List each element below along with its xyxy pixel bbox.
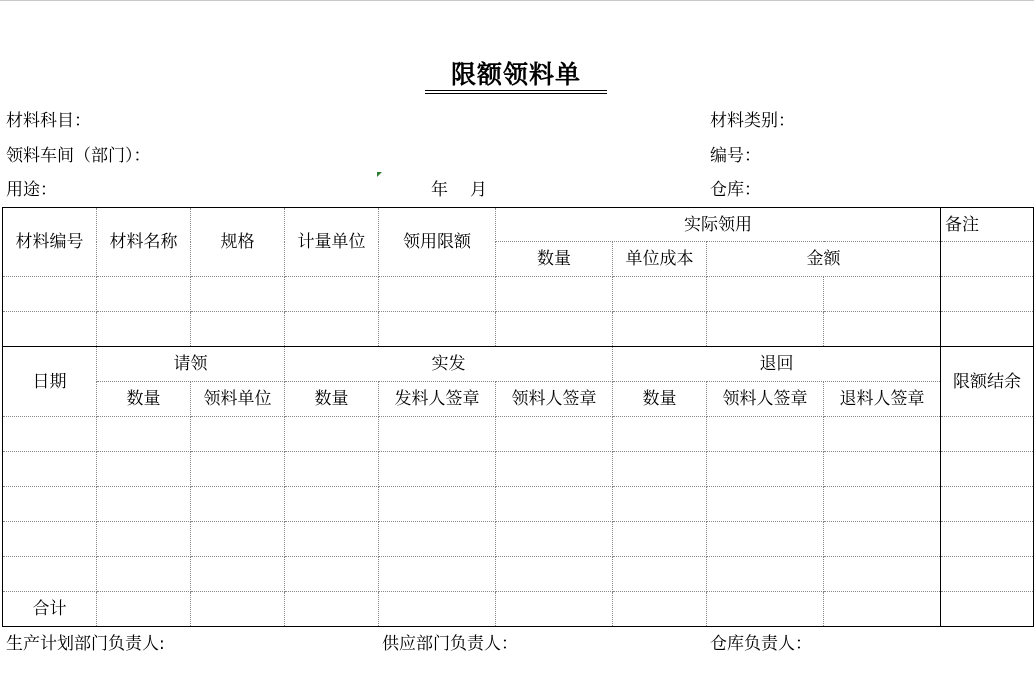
cell[interactable]	[613, 452, 707, 487]
header-issuer-sign: 发料人签章	[379, 382, 496, 417]
cell[interactable]	[97, 312, 191, 347]
total-row	[3, 592, 1034, 627]
cell[interactable]	[824, 277, 941, 312]
cell[interactable]	[613, 592, 707, 627]
cell[interactable]	[97, 592, 191, 627]
header-amount: 金额	[707, 242, 941, 277]
form-title: 限额领料单	[450, 60, 581, 89]
cell[interactable]	[707, 312, 824, 347]
cell[interactable]	[191, 522, 285, 557]
header-balance: 限额结余	[941, 347, 1034, 417]
cell[interactable]	[707, 592, 824, 627]
cell[interactable]	[97, 417, 191, 452]
cell[interactable]	[496, 452, 613, 487]
cell[interactable]	[379, 277, 496, 312]
year-label: 年	[431, 180, 448, 200]
header-returner-sign: 退料人签章	[824, 382, 941, 417]
workshop-label: 领料车间（部门）：	[6, 146, 151, 166]
cell[interactable]	[824, 487, 941, 522]
purpose-label: 用途：	[6, 180, 57, 200]
header-actual: 实际领用	[496, 208, 941, 242]
material-category-label: 材料类别：	[710, 111, 795, 131]
cell[interactable]	[707, 557, 824, 592]
planning-head-label: 生产计划部门负责人:	[6, 634, 165, 654]
requisition-table	[2, 207, 1034, 627]
header-issued: 实发	[285, 347, 613, 382]
header-request: 请领	[97, 347, 285, 382]
cell[interactable]	[379, 592, 496, 627]
header-material-name: 材料名称	[97, 208, 191, 277]
header-material-code: 材料编号	[3, 208, 97, 277]
cell[interactable]	[97, 452, 191, 487]
remark-cell[interactable]	[941, 242, 1034, 277]
header-date: 日期	[3, 347, 97, 417]
header-limit: 领用限额	[379, 208, 496, 277]
cell[interactable]	[191, 312, 285, 347]
cell[interactable]	[613, 312, 707, 347]
supply-head-label: 供应部门负责人：	[382, 634, 518, 654]
cell[interactable]	[613, 557, 707, 592]
header-requisition-unit: 领料单位	[191, 382, 285, 417]
cell[interactable]	[97, 522, 191, 557]
cell[interactable]	[941, 277, 1034, 312]
header-issued-qty: 数量	[285, 382, 379, 417]
header-unit-cost: 单位成本	[613, 242, 707, 277]
cell[interactable]	[496, 522, 613, 557]
material-subject-label: 材料科目：	[6, 111, 91, 131]
table-row	[3, 557, 1034, 592]
cell[interactable]	[941, 312, 1034, 347]
table-row	[3, 522, 1034, 557]
cell[interactable]	[496, 277, 613, 312]
cell[interactable]	[379, 522, 496, 557]
cell[interactable]	[3, 522, 97, 557]
total-label: 合计	[3, 592, 97, 627]
cell[interactable]	[285, 312, 379, 347]
cell[interactable]	[285, 452, 379, 487]
cell[interactable]	[3, 312, 97, 347]
cell[interactable]	[97, 277, 191, 312]
cell[interactable]	[3, 417, 97, 452]
cell[interactable]	[941, 592, 1034, 627]
cell[interactable]	[707, 487, 824, 522]
cell[interactable]	[824, 452, 941, 487]
cell[interactable]	[496, 312, 613, 347]
header-returned-qty: 数量	[613, 382, 707, 417]
cell[interactable]	[379, 487, 496, 522]
cell[interactable]	[941, 452, 1034, 487]
cell-comment-marker	[377, 172, 382, 177]
cell[interactable]	[496, 592, 613, 627]
header-returned: 退回	[613, 347, 941, 382]
cell[interactable]	[613, 487, 707, 522]
cell[interactable]	[707, 417, 824, 452]
cell[interactable]	[941, 417, 1034, 452]
cell[interactable]	[285, 417, 379, 452]
top-border-line	[0, 0, 1034, 1]
cell[interactable]	[3, 557, 97, 592]
cell[interactable]	[824, 417, 941, 452]
cell[interactable]	[191, 592, 285, 627]
cell[interactable]	[707, 522, 824, 557]
table-row	[3, 487, 1034, 522]
cell[interactable]	[379, 452, 496, 487]
cell[interactable]	[707, 452, 824, 487]
header-receiver-sign: 领料人签章	[496, 382, 613, 417]
cell[interactable]	[824, 522, 941, 557]
cell[interactable]	[191, 417, 285, 452]
cell[interactable]	[379, 312, 496, 347]
table-row	[3, 312, 1034, 347]
table-row	[3, 452, 1034, 487]
cell[interactable]	[97, 487, 191, 522]
cell[interactable]	[613, 522, 707, 557]
cell[interactable]	[3, 277, 97, 312]
warehouse-label: 仓库：	[710, 180, 761, 200]
cell[interactable]	[3, 452, 97, 487]
cell[interactable]	[379, 417, 496, 452]
header-remark: 备注	[941, 208, 1034, 242]
cell[interactable]	[285, 592, 379, 627]
cell[interactable]	[191, 557, 285, 592]
cell[interactable]	[613, 277, 707, 312]
cell[interactable]	[285, 522, 379, 557]
cell[interactable]	[496, 417, 613, 452]
cell[interactable]	[941, 522, 1034, 557]
cell[interactable]	[941, 557, 1034, 592]
cell[interactable]	[824, 312, 941, 347]
cell[interactable]	[379, 557, 496, 592]
cell[interactable]	[496, 557, 613, 592]
number-label: 编号：	[710, 146, 761, 166]
cell[interactable]	[824, 557, 941, 592]
header-receiver-sign-return: 领料人签章	[707, 382, 824, 417]
header-spec: 规格	[191, 208, 285, 277]
title-underline	[425, 90, 607, 91]
header-actual-qty: 数量	[496, 242, 613, 277]
cell[interactable]	[941, 487, 1034, 522]
cell[interactable]	[496, 487, 613, 522]
cell[interactable]	[824, 592, 941, 627]
month-label: 月	[470, 180, 487, 200]
cell[interactable]	[97, 557, 191, 592]
cell[interactable]	[3, 487, 97, 522]
cell[interactable]	[285, 487, 379, 522]
cell[interactable]	[613, 417, 707, 452]
cell[interactable]	[285, 277, 379, 312]
cell[interactable]	[191, 487, 285, 522]
header-unit: 计量单位	[285, 208, 379, 277]
cell[interactable]	[191, 452, 285, 487]
table-row	[3, 417, 1034, 452]
cell[interactable]	[191, 277, 285, 312]
table-row	[3, 277, 1034, 312]
warehouse-head-label: 仓库负责人：	[710, 634, 812, 654]
header-request-qty: 数量	[97, 382, 191, 417]
cell[interactable]	[285, 557, 379, 592]
title-underline-double	[425, 93, 607, 94]
cell[interactable]	[707, 277, 824, 312]
